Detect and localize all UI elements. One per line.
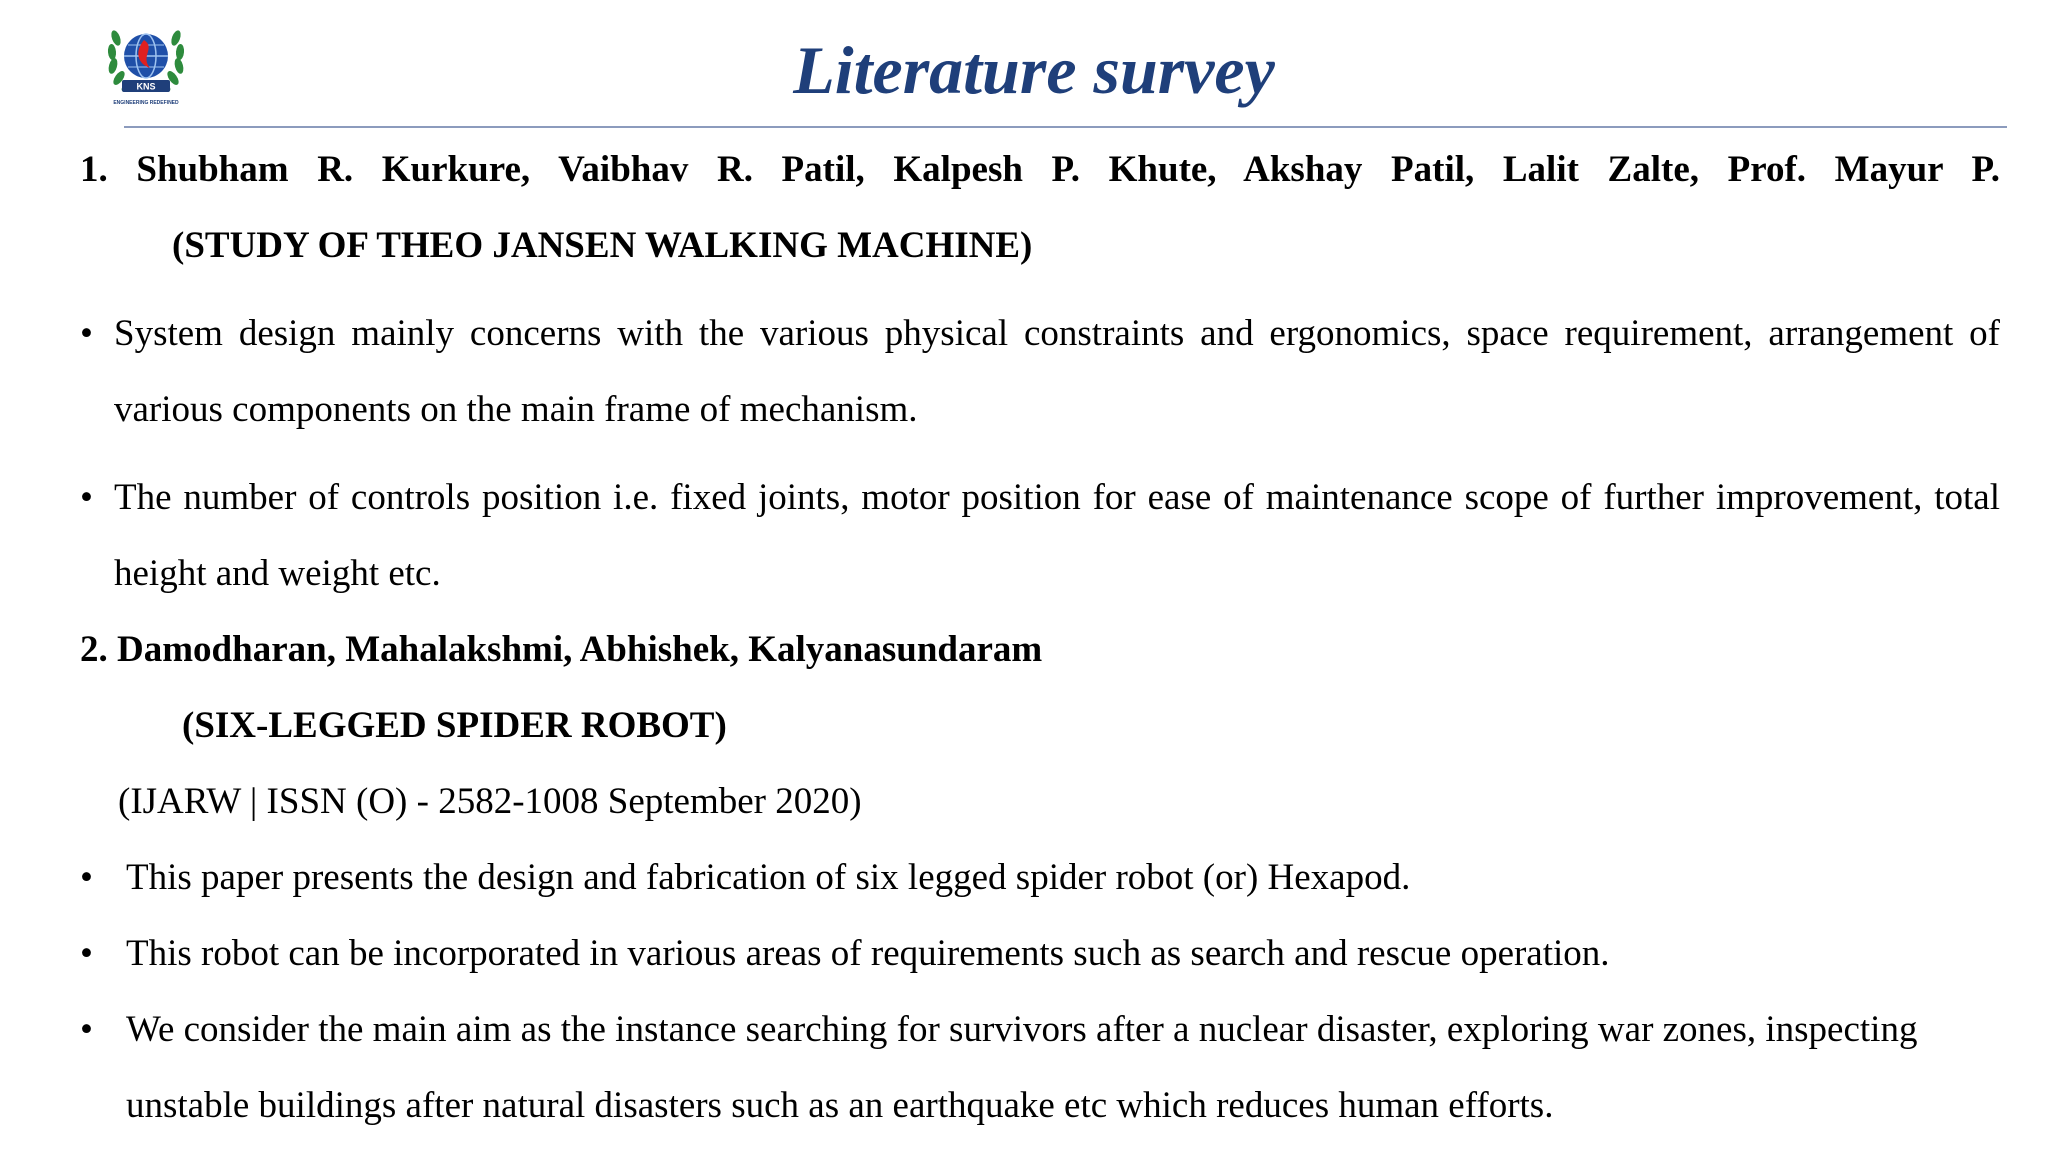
bullet-text: This paper presents the design and fabrication of six legged spider robot (or) Hexapod.: [126, 857, 1411, 898]
bullet-icon: •: [80, 477, 93, 518]
reference-1-title: (STUDY OF THEO JANSEN WALKING MACHINE): [172, 225, 1033, 266]
list-item: [80, 916, 2000, 992]
reference-2-bullets: [80, 840, 2000, 1144]
title-divider: [124, 126, 2007, 128]
list-item: [80, 460, 2000, 612]
bullet-text: We consider the main aim as the instance searching for survivors after a nuclear disaster, exploring war zones, inspecting unstable buildings after natural disasters such as an earthquake etc which reduces human efforts.: [126, 1009, 1918, 1126]
logo-caption: ENGINEERING REDEFINED: [113, 100, 179, 106]
bullet-text: The number of controls position i.e. fixed joints, motor position for ease of maintenance scope of further improvement, total height and weight etc.: [114, 477, 2000, 594]
logo-text: KNS: [136, 81, 156, 92]
bullet-icon: •: [80, 313, 93, 354]
reference-2-authors: 2. Damodharan, Mahalakshmi, Abhishek, Kalyanasundaram: [80, 629, 1043, 670]
bullet-icon: •: [80, 857, 93, 898]
bullet-icon: •: [80, 1009, 93, 1050]
reference-1-authors: 1. Shubham R. Kurkure, Vaibhav R. Patil, Kalpesh P. Khute, Akshay Patil, Lalit Zalte, Prof. Mayur P.: [80, 149, 2000, 190]
bullet-text: System design mainly concerns with the various physical constraints and ergonomics, space requirement, arrangement of various components on the main frame of mechanism.: [114, 313, 2000, 430]
list-item: [80, 296, 2000, 448]
slide-title: Literature survey: [793, 32, 1275, 108]
list-item: [80, 840, 2000, 916]
bullet-text: This robot can be incorporated in various areas of requirements such as search and rescue operation.: [126, 933, 1610, 974]
list-item: [80, 992, 2000, 1144]
reference-2-journal: (IJARW | ISSN (O) - 2582-1008 September 2020): [118, 781, 862, 822]
bullet-icon: •: [80, 933, 93, 974]
slide-content: [80, 132, 2000, 1144]
reference-1-bullets: [80, 296, 2000, 612]
reference-2-title: (SIX-LEGGED SPIDER ROBOT): [182, 705, 727, 746]
